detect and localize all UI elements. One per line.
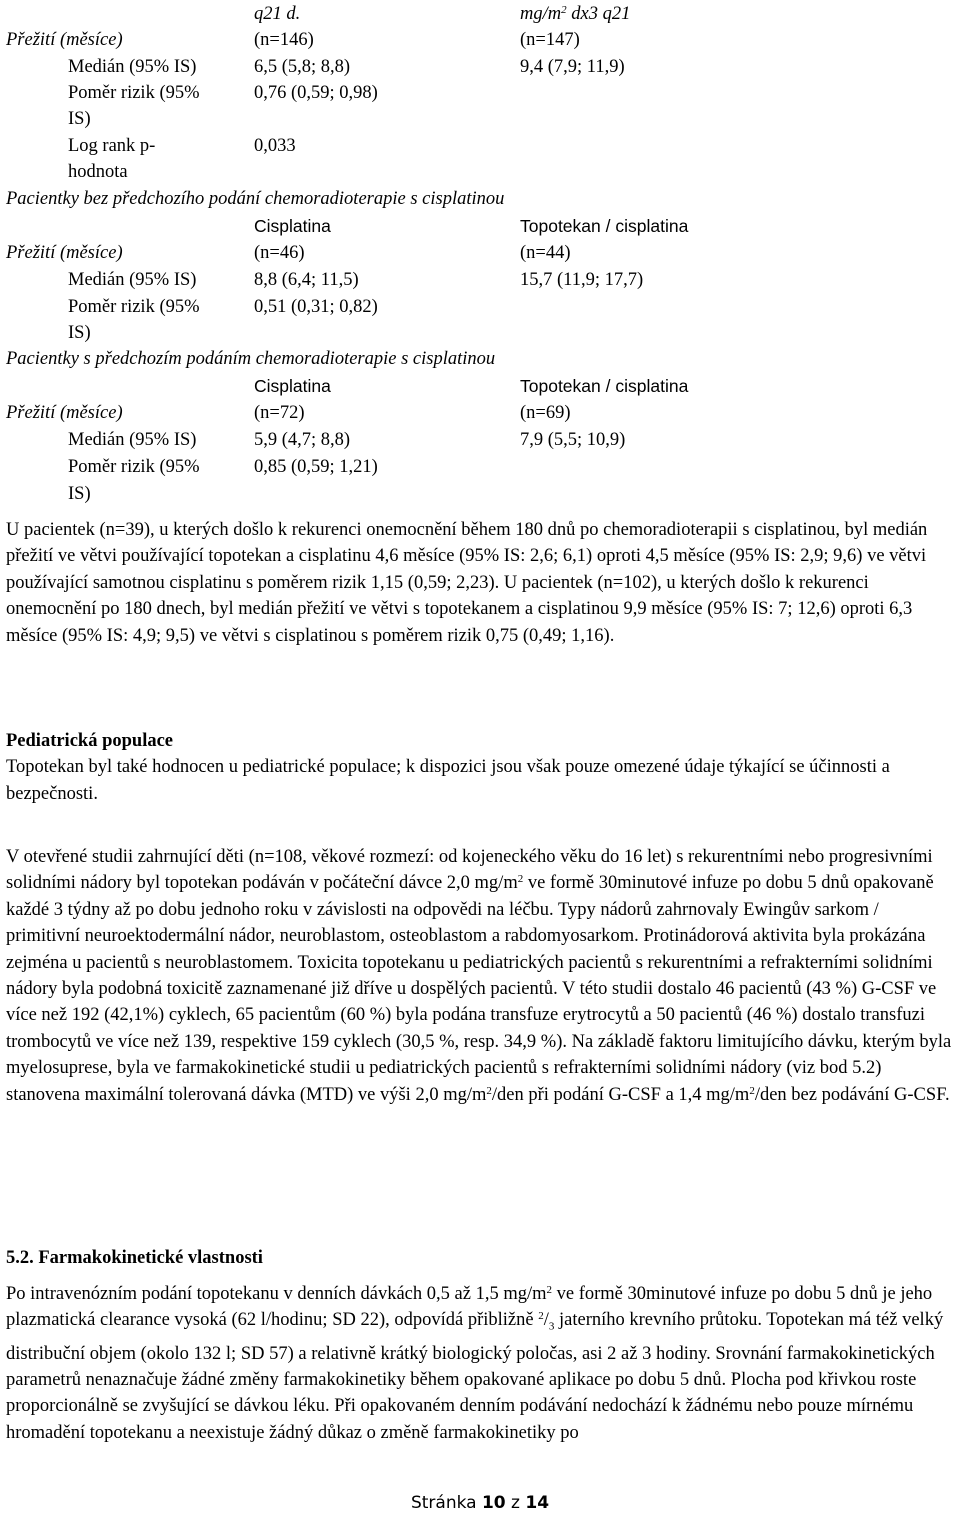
page-footer <box>0 1493 960 1513</box>
table1-median-cisplatin: 6,5 (5,8; 8,8) <box>254 57 351 77</box>
table3-col-topotecan-header: Topotekan / cisplatina <box>520 376 689 396</box>
table1-col-topotecan-header: $mg/m^2$ dx3 q21 <box>520 4 631 24</box>
table3-hr-label-cont: IS) <box>68 484 91 504</box>
footer-separator: z <box>505 1493 526 1513</box>
table1-col-cisplatin-header: q21 d. <box>254 4 301 24</box>
pediatric-study-text: V otevřené studii zahrnující děti (n=108, věkové rozmezí: od kojeneckého věku do 16 let) s rekurentními nebo progresivními solidními nádory byl topotekan podáván v počáteční dávce 2,0 $mg/m^2$ ve formě 30minutové infuze po dobu 5 dnů opakovaně každé 3 týdny až po dobu jednoho roku v závislosti na odpovědi na léčbu. Typy nádorů zahrnovaly Ewingův sarkom / primitivní neuroektodermální nádor, neuroblastom, osteoblastom a rabdomyosarkom. Protinádorová aktivita byla prokázána zejména u pacientů s neuroblastomem. Toxicita topotekanu u pediatrických pacientů s rekurentními a refrakterními solidními nádory byla podobná toxicitě zaznamenané již dříve u dospělých pacientů. V této studii dostalo 46 pacientů (43 %) G-CSF ve více než 192 (42,1%) cyklech, 65 pacientům (60 %) byla podána transfuze erytrocytů a 50 pacientů (46 %) dostalo transfuzi trombocytů ve více než 139, respektive 159 cyklech (30,5 %, resp. 34,9 %). Na základě faktoru limitujícího dávku, kterým byla myelosuprese, byla ve farmakokinetické studii u pediatrických pacientů s refrakterními solidními nádory (viz bod 5.2) stanovena maximální tolerovaná dávka (MTD) ve výši 2,0 $mg/m^2$/den při podání G-CSF a 1,4 $mg/m^2$/den bez podávání G-CSF. <box>6 847 952 1105</box>
table1-logrank-row <box>0 133 960 159</box>
table1-hr-row-cont <box>0 106 960 132</box>
table2-hr-row <box>0 294 960 320</box>
table2-n-topotecan: (n=44) <box>520 243 571 263</box>
table3-hr-label: Poměr rizik (95% <box>68 457 200 477</box>
table2-median-row <box>0 267 960 293</box>
table2-hr-label-cont: IS) <box>68 323 91 343</box>
footer-page-number: 10 <box>481 1493 506 1513</box>
pediatric-intro: Topotekan byl také hodnocen u pediatrické populace; k dispozici jsou však pouze omezené údaje týkající se účinnosti a bezpečnosti. <box>6 757 890 804</box>
table1-header-row <box>0 1 960 27</box>
table1-hr-label-cont: IS) <box>68 109 91 129</box>
table1-hr-label: Poměr rizik (95% <box>68 83 200 103</box>
pediatric-study-paragraph <box>6 844 954 1108</box>
footer-page-total: 14 <box>525 1493 550 1513</box>
pk-paragraph <box>6 1281 954 1446</box>
pk-section <box>6 1245 954 1271</box>
table2-median-topotecan: 15,7 (11,9; 17,7) <box>520 270 644 290</box>
table2-title-row <box>0 186 960 212</box>
table1-n-cisplatin: (n=146) <box>254 30 314 50</box>
table1-logrank-row-cont <box>0 159 960 185</box>
table1-n-row <box>0 27 960 53</box>
table3-col-cisplatin-header: Cisplatina <box>254 376 331 396</box>
footer-label: Stránka <box>410 1493 482 1513</box>
pediatric-heading: Pediatrická populace <box>6 731 174 751</box>
table2-hr-value: 0,51 (0,31; 0,82) <box>254 297 378 317</box>
table3-n-topotecan: (n=69) <box>520 403 571 423</box>
table2-title: Pacientky bez předchozího podání chemoradioterapie s cisplatinou <box>6 189 505 209</box>
table2-n-cisplatin: (n=46) <box>254 243 305 263</box>
table2-header-row <box>0 213 960 239</box>
table3-median-label: Medián (95% IS) <box>68 430 197 450</box>
table2-hr-label: Poměr rizik (95% <box>68 297 200 317</box>
table2-col-cisplatin-header: Cisplatina <box>254 216 331 236</box>
table2-median-label: Medián (95% IS) <box>68 270 197 290</box>
table1-n-topotecan: (n=147) <box>520 30 580 50</box>
table3-hr-row <box>0 454 960 480</box>
table3-hr-value: 0,85 (0,59; 1,21) <box>254 457 378 477</box>
table3-median-cisplatin: 5,9 (4,7; 8,8) <box>254 430 351 450</box>
table3-title-row <box>0 346 960 372</box>
table1-logrank-label: Log rank p- <box>68 136 156 156</box>
table1-logrank-label-cont: hodnota <box>68 162 128 182</box>
pk-heading: 5.2. Farmakokinetické vlastnosti <box>6 1248 263 1268</box>
table3-median-row <box>0 427 960 453</box>
table3-median-topotecan: 7,9 (5,5; 10,9) <box>520 430 626 450</box>
table3-hr-row-cont <box>0 481 960 507</box>
table1-logrank-value: 0,033 <box>254 136 296 156</box>
table3-n-row <box>0 400 960 426</box>
table1-median-row <box>0 54 960 80</box>
table1-hr-value: 0,76 (0,59; 0,98) <box>254 83 378 103</box>
table1-median-topotecan: 9,4 (7,9; 11,9) <box>520 57 625 77</box>
recurrence-paragraph <box>6 517 954 649</box>
table1-hr-row <box>0 80 960 106</box>
pk-text: Po intravenózním podání topotekanu v denních dávkách 0,5 až 1,5 $mg/m^2$ ve formě 30minutové infuze po dobu 5 dnů je jeho plazmatická clearance vysoká (62 l/hodinu; SD 22), odpovídá přibližně $^2/_3$ jaterního krevního průtoku. Topotekan má též velký distribuční objem (okolo 132 l; SD 57) a relativně krátký biologický poločas, asi 2 až 3 hodiny. Srovnání farmakokinetických parametrů nenaznačuje žádné změny farmakokinetiky během opakované aplikace po dobu 5 dnů. Plocha pod křivkou roste proporcionálně se zvyšující se dávkou léku. Při opakovaném denním podávání nedochází k žádnému nebo pouze mírnému hromadění topotekanu a neexistuje žádný důkaz o změně farmakokinetiky po <box>6 1284 944 1443</box>
table3-title: Pacientky s předchozím podáním chemoradioterapie s cisplatinou <box>6 349 496 369</box>
pediatric-section <box>6 728 954 807</box>
table2-col-topotecan-header: Topotekan / cisplatina <box>520 216 689 236</box>
table2-hr-row-cont <box>0 320 960 346</box>
table3-n-cisplatin: (n=72) <box>254 403 305 423</box>
table3-survival-label: Přežití (měsíce) <box>6 403 123 423</box>
table2-median-cisplatin: 8,8 (6,4; 11,5) <box>254 270 359 290</box>
table1-survival-label: Přežití (měsíce) <box>6 30 123 50</box>
table1-median-label: Medián (95% IS) <box>68 57 197 77</box>
table3-header-row <box>0 373 960 399</box>
table2-n-row <box>0 240 960 266</box>
table2-survival-label: Přežití (měsíce) <box>6 243 123 263</box>
recurrence-text: U pacientek (n=39), u kterých došlo k rekurenci onemocnění během 180 dnů po chemoradioterapii s cisplatinou, byl medián přežití ve větvi používající topotekan a cisplatinu 4,6 měsíce (95% IS: 2,6; 6,1) oproti 4,5 měsíce (95% IS: 2,9; 9,6) ve větvi používající samotnou cisplatinu s poměrem rizik 1,15 (0,59; 2,23). U pacientek (n=102), u kterých došlo k rekurenci onemocnění po 180 dnech, byl medián přežití ve větvi s topotekanem a cisplatinou 9,9 měsíce (95% IS: 7; 12,6) oproti 6,3 měsíce (95% IS: 4,9; 9,5) ve větvi s cisplatinou s poměrem rizik 0,75 (0,49; 1,16). <box>6 520 928 646</box>
